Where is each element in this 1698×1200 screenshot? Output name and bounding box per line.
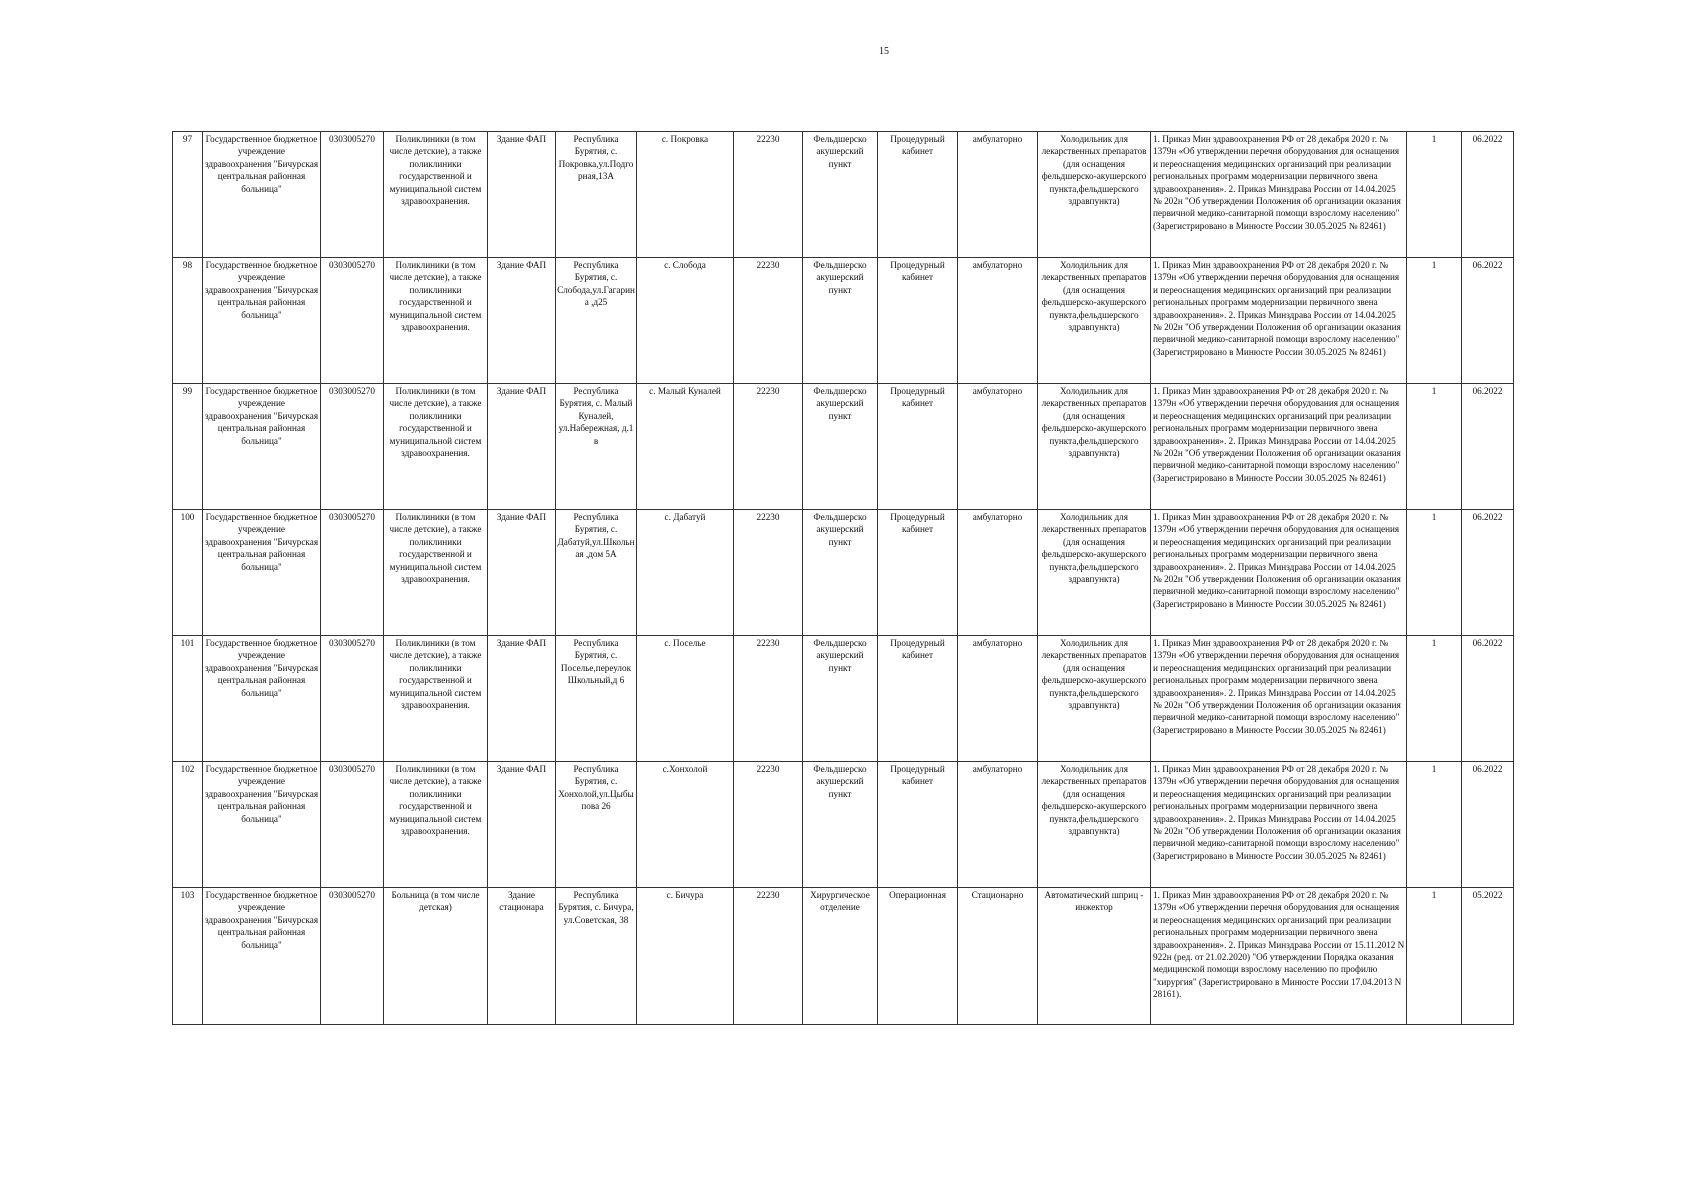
cell-building: Здание ФАП xyxy=(488,132,556,258)
cell-department: Фельдшерско акушерский пункт xyxy=(803,132,878,258)
cell-building: Здание ФАП xyxy=(488,510,556,636)
cell-department: Хирургическое отделение xyxy=(803,888,878,1025)
cell-organization: Государственное бюджетное учреждение здравоохранения "Бичурская центральная районная больница" xyxy=(203,636,321,762)
equipment-register-table xyxy=(172,131,1514,1025)
cell-facility-category: Поликлиники (в том числе детские), а также поликлиники государственной и муниципальной систем здравоохранения. xyxy=(384,510,488,636)
cell-date: 06.2022 xyxy=(1462,258,1514,384)
cell-organization: Государственное бюджетное учреждение здравоохранения "Бичурская центральная районная больница" xyxy=(203,384,321,510)
cell-room: Процедурный кабинет xyxy=(878,636,958,762)
cell-address: Республика Бурятия, с. Дабатуй,ул.Школьная ,дом 5А xyxy=(556,510,637,636)
cell-date: 06.2022 xyxy=(1462,636,1514,762)
table-row xyxy=(173,258,1514,384)
cell-quantity: 1 xyxy=(1407,762,1462,888)
cell-territory-code: 22230 xyxy=(734,384,803,510)
cell-quantity: 1 xyxy=(1407,132,1462,258)
cell-facility-category: Больница (в том числе детская) xyxy=(384,888,488,1025)
cell-equipment-name: Холодильник для лекарственных препаратов (для оснащения фельдшерско-акушерского пункта,фельдшерского здравпункта) xyxy=(1038,762,1151,888)
cell-organization: Государственное бюджетное учреждение здравоохранения "Бичурская центральная районная больница" xyxy=(203,132,321,258)
cell-territory-code: 22230 xyxy=(734,636,803,762)
cell-care-mode: Стационарно xyxy=(958,888,1038,1025)
cell-legal-basis: 1. Приказ Мин здравоохранения РФ от 28 декабря 2020 г. № 1379н «Об утверждении перечня оборудования для оснащения и переоснащения медицинских организаций при реализации региональных программ модернизации первичного звена здравоохранения». 2. Приказ Минздрава России от 14.04.2025 № 202н "Об утверждении Положения об организации оказания первичной медико-санитарной помощи взрослому населению" (Зарегистрировано в Минюсте России 30.05.2025 № 82461) xyxy=(1151,636,1407,762)
cell-settlement: с. Поселье xyxy=(637,636,734,762)
cell-building: Здание стационара xyxy=(488,888,556,1025)
table-row xyxy=(173,384,1514,510)
cell-inn-code: 0303005270 xyxy=(321,510,384,636)
cell-organization: Государственное бюджетное учреждение здравоохранения "Бичурская центральная районная больница" xyxy=(203,258,321,384)
cell-equipment-name: Холодильник для лекарственных препаратов (для оснащения фельдшерско-акушерского пункта,фельдшерского здравпункта) xyxy=(1038,132,1151,258)
cell-room: Процедурный кабинет xyxy=(878,384,958,510)
cell-address: Республика Бурятия, с. Хонхолой,ул.Цыбыпова 26 xyxy=(556,762,637,888)
cell-equipment-name: Автоматический шприц - инжектор xyxy=(1038,888,1151,1025)
cell-row-number: 100 xyxy=(173,510,203,636)
cell-room: Процедурный кабинет xyxy=(878,762,958,888)
cell-department: Фельдшерско акушерский пункт xyxy=(803,258,878,384)
cell-equipment-name: Холодильник для лекарственных препаратов (для оснащения фельдшерско-акушерского пункта,фельдшерского здравпункта) xyxy=(1038,258,1151,384)
cell-care-mode: амбулаторно xyxy=(958,132,1038,258)
page-number: 15 xyxy=(879,46,889,57)
table-row xyxy=(173,636,1514,762)
cell-row-number: 98 xyxy=(173,258,203,384)
cell-room: Процедурный кабинет xyxy=(878,258,958,384)
cell-facility-category: Поликлиники (в том числе детские), а также поликлиники государственной и муниципальной систем здравоохранения. xyxy=(384,132,488,258)
cell-quantity: 1 xyxy=(1407,384,1462,510)
cell-date: 06.2022 xyxy=(1462,132,1514,258)
cell-legal-basis: 1. Приказ Мин здравоохранения РФ от 28 декабря 2020 г. № 1379н «Об утверждении перечня оборудования для оснащения и переоснащения медицинских организаций при реализации региональных программ модернизации первичного звена здравоохранения». 2. Приказ Минздрава России от 14.04.2025 № 202н "Об утверждении Положения об организации оказания первичной медико-санитарной помощи взрослому населению" (Зарегистрировано в Минюсте России 30.05.2025 № 82461) xyxy=(1151,132,1407,258)
cell-row-number: 97 xyxy=(173,132,203,258)
cell-care-mode: амбулаторно xyxy=(958,258,1038,384)
cell-legal-basis: 1. Приказ Мин здравоохранения РФ от 28 декабря 2020 г. № 1379н «Об утверждении перечня оборудования для оснащения и переоснащения медицинских организаций при реализации региональных программ модернизации первичного звена здравоохранения». 2. Приказ Минздрава России от 15.11.2012 N 922н (ред. от 21.02.2020) "Об утверждении Порядка оказания медицинской помощи взрослому населению по профилю "хирургия" (Зарегистрировано в Минюсте России 17.04.2013 N 28161). xyxy=(1151,888,1407,1025)
cell-equipment-name: Холодильник для лекарственных препаратов (для оснащения фельдшерско-акушерского пункта,фельдшерского здравпункта) xyxy=(1038,636,1151,762)
cell-inn-code: 0303005270 xyxy=(321,888,384,1025)
cell-settlement: с.Хонхолой xyxy=(637,762,734,888)
cell-row-number: 101 xyxy=(173,636,203,762)
cell-quantity: 1 xyxy=(1407,258,1462,384)
cell-department: Фельдшерско акушерский пункт xyxy=(803,510,878,636)
cell-building: Здание ФАП xyxy=(488,762,556,888)
cell-address: Республика Бурятия, с. Бичура, ул.Советская, 38 xyxy=(556,888,637,1025)
cell-date: 06.2022 xyxy=(1462,762,1514,888)
table-body xyxy=(173,132,1514,1025)
cell-care-mode: амбулаторно xyxy=(958,636,1038,762)
cell-address: Республика Бурятия, с. Малый Куналей, ул.Набережная, д.1 в xyxy=(556,384,637,510)
cell-department: Фельдшерско акушерский пункт xyxy=(803,636,878,762)
cell-building: Здание ФАП xyxy=(488,636,556,762)
cell-quantity: 1 xyxy=(1407,888,1462,1025)
cell-address: Республика Бурятия, с. Слобода,ул.Гагарина ,д25 xyxy=(556,258,637,384)
cell-inn-code: 0303005270 xyxy=(321,636,384,762)
cell-settlement: с. Слобода xyxy=(637,258,734,384)
cell-territory-code: 22230 xyxy=(734,762,803,888)
cell-territory-code: 22230 xyxy=(734,132,803,258)
cell-address: Республика Бурятия, с. Покровка,ул.Подгорная,13А xyxy=(556,132,637,258)
cell-date: 05.2022 xyxy=(1462,888,1514,1025)
cell-equipment-name: Холодильник для лекарственных препаратов (для оснащения фельдшерско-акушерского пункта,фельдшерского здравпункта) xyxy=(1038,384,1151,510)
cell-inn-code: 0303005270 xyxy=(321,384,384,510)
cell-inn-code: 0303005270 xyxy=(321,762,384,888)
cell-settlement: с. Дабатуй xyxy=(637,510,734,636)
cell-room: Процедурный кабинет xyxy=(878,132,958,258)
cell-row-number: 99 xyxy=(173,384,203,510)
cell-facility-category: Поликлиники (в том числе детские), а также поликлиники государственной и муниципальной систем здравоохранения. xyxy=(384,384,488,510)
cell-care-mode: амбулаторно xyxy=(958,762,1038,888)
register-table-wrapper xyxy=(172,131,1513,1025)
cell-inn-code: 0303005270 xyxy=(321,132,384,258)
cell-row-number: 102 xyxy=(173,762,203,888)
table-row xyxy=(173,510,1514,636)
cell-facility-category: Поликлиники (в том числе детские), а также поликлиники государственной и муниципальной систем здравоохранения. xyxy=(384,258,488,384)
table-row xyxy=(173,762,1514,888)
cell-department: Фельдшерско акушерский пункт xyxy=(803,384,878,510)
cell-legal-basis: 1. Приказ Мин здравоохранения РФ от 28 декабря 2020 г. № 1379н «Об утверждении перечня оборудования для оснащения и переоснащения медицинских организаций при реализации региональных программ модернизации первичного звена здравоохранения». 2. Приказ Минздрава России от 14.04.2025 № 202н "Об утверждении Положения об организации оказания первичной медико-санитарной помощи взрослому населению" (Зарегистрировано в Минюсте России 30.05.2025 № 82461) xyxy=(1151,762,1407,888)
cell-department: Фельдшерско акушерский пункт xyxy=(803,762,878,888)
cell-organization: Государственное бюджетное учреждение здравоохранения "Бичурская центральная районная больница" xyxy=(203,888,321,1025)
cell-settlement: с. Малый Куналей xyxy=(637,384,734,510)
cell-date: 06.2022 xyxy=(1462,384,1514,510)
cell-room: Процедурный кабинет xyxy=(878,510,958,636)
cell-territory-code: 22230 xyxy=(734,258,803,384)
cell-building: Здание ФАП xyxy=(488,258,556,384)
cell-equipment-name: Холодильник для лекарственных препаратов (для оснащения фельдшерско-акушерского пункта,фельдшерского здравпункта) xyxy=(1038,510,1151,636)
table-row xyxy=(173,132,1514,258)
cell-building: Здание ФАП xyxy=(488,384,556,510)
cell-address: Республика Бурятия, с. Поселье,переулок Школьный,д 6 xyxy=(556,636,637,762)
cell-legal-basis: 1. Приказ Мин здравоохранения РФ от 28 декабря 2020 г. № 1379н «Об утверждении перечня оборудования для оснащения и переоснащения медицинских организаций при реализации региональных программ модернизации первичного звена здравоохранения». 2. Приказ Минздрава России от 14.04.2025 № 202н "Об утверждении Положения об организации оказания первичной медико-санитарной помощи взрослому населению" (Зарегистрировано в Минюсте России 30.05.2025 № 82461) xyxy=(1151,384,1407,510)
cell-settlement: с. Бичура xyxy=(637,888,734,1025)
cell-organization: Государственное бюджетное учреждение здравоохранения "Бичурская центральная районная больница" xyxy=(203,510,321,636)
cell-quantity: 1 xyxy=(1407,636,1462,762)
cell-quantity: 1 xyxy=(1407,510,1462,636)
cell-row-number: 103 xyxy=(173,888,203,1025)
cell-legal-basis: 1. Приказ Мин здравоохранения РФ от 28 декабря 2020 г. № 1379н «Об утверждении перечня оборудования для оснащения и переоснащения медицинских организаций при реализации региональных программ модернизации первичного звена здравоохранения». 2. Приказ Минздрава России от 14.04.2025 № 202н "Об утверждении Положения об организации оказания первичной медико-санитарной помощи взрослому населению" (Зарегистрировано в Минюсте России 30.05.2025 № 82461) xyxy=(1151,510,1407,636)
cell-inn-code: 0303005270 xyxy=(321,258,384,384)
cell-date: 06.2022 xyxy=(1462,510,1514,636)
cell-territory-code: 22230 xyxy=(734,510,803,636)
cell-care-mode: амбулаторно xyxy=(958,384,1038,510)
cell-organization: Государственное бюджетное учреждение здравоохранения "Бичурская центральная районная больница" xyxy=(203,762,321,888)
cell-facility-category: Поликлиники (в том числе детские), а также поликлиники государственной и муниципальной систем здравоохранения. xyxy=(384,762,488,888)
table-row xyxy=(173,888,1514,1025)
cell-facility-category: Поликлиники (в том числе детские), а также поликлиники государственной и муниципальной систем здравоохранения. xyxy=(384,636,488,762)
cell-care-mode: амбулаторно xyxy=(958,510,1038,636)
cell-settlement: с. Покровка xyxy=(637,132,734,258)
cell-territory-code: 22230 xyxy=(734,888,803,1025)
cell-room: Операционная xyxy=(878,888,958,1025)
cell-legal-basis: 1. Приказ Мин здравоохранения РФ от 28 декабря 2020 г. № 1379н «Об утверждении перечня оборудования для оснащения и переоснащения медицинских организаций при реализации региональных программ модернизации первичного звена здравоохранения». 2. Приказ Минздрава России от 14.04.2025 № 202н "Об утверждении Положения об организации оказания первичной медико-санитарной помощи взрослому населению" (Зарегистрировано в Минюсте России 30.05.2025 № 82461) xyxy=(1151,258,1407,384)
